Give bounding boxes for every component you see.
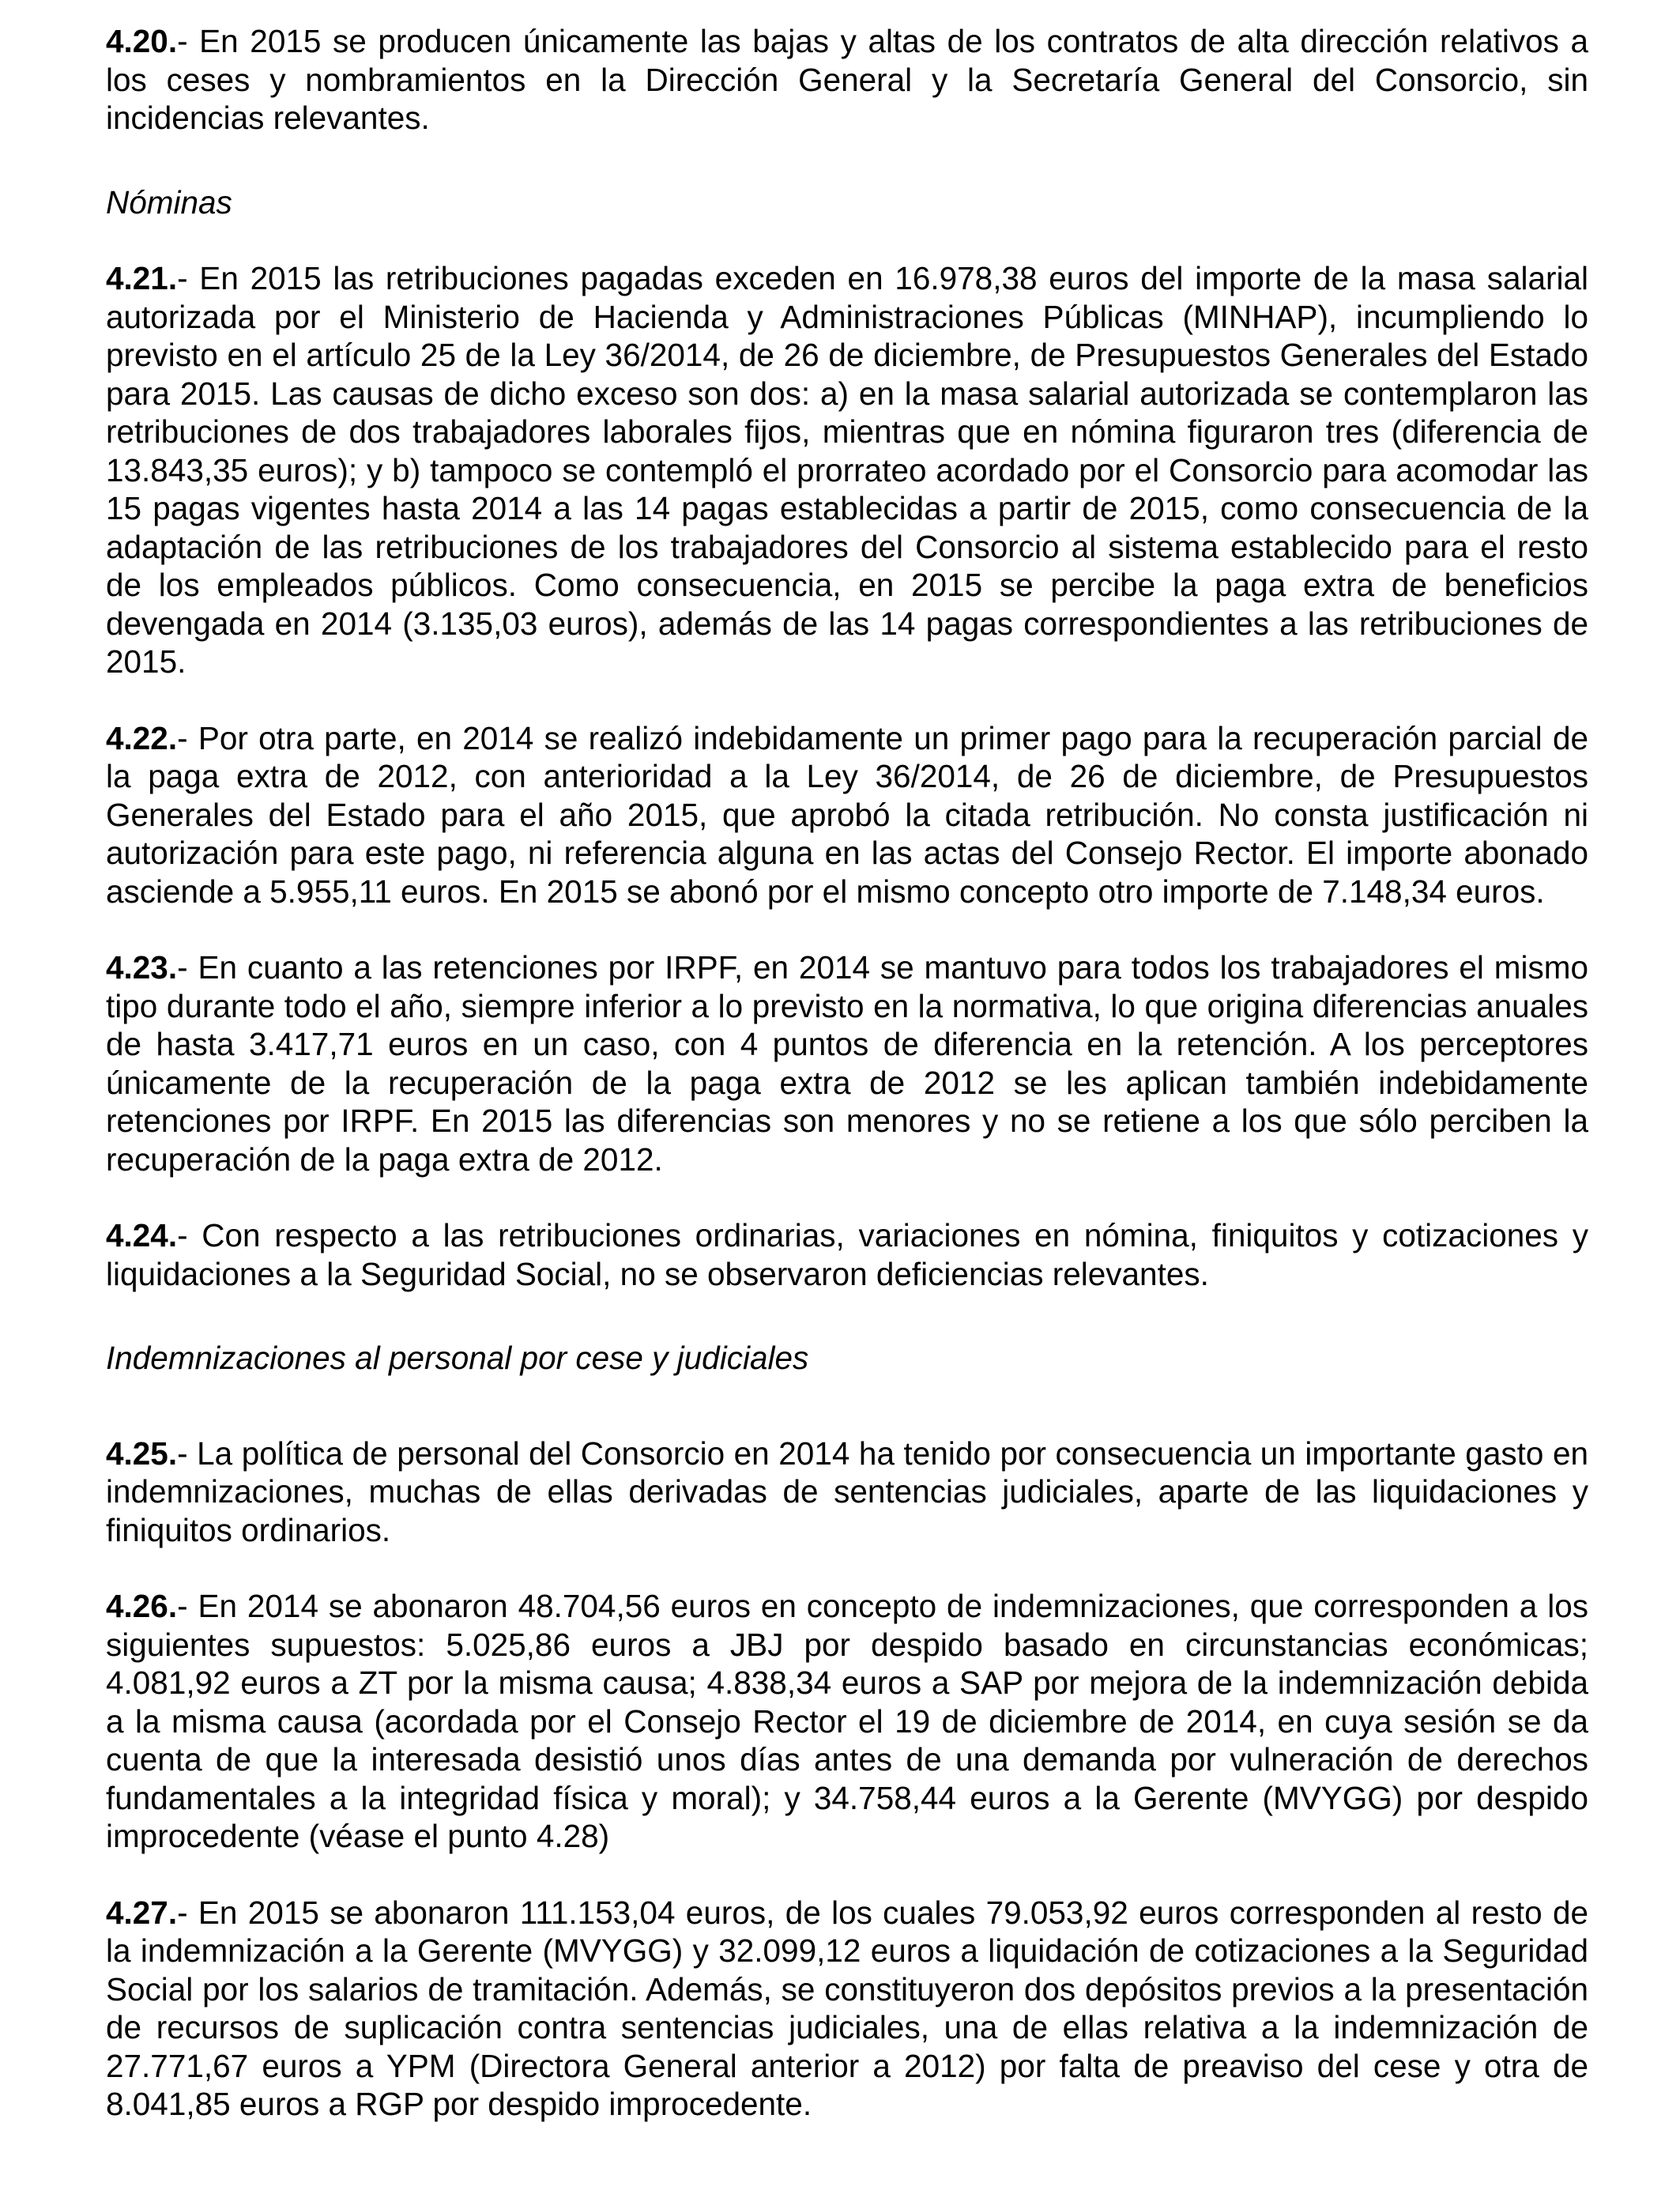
paragraph-text: - En 2015 se producen únicamente las bajas y altas de los contratos de alta dirección relativos a los ceses y nombramientos en la Dirección General y la Secretaría General del Consorcio, sin incidencias relevantes. [106,23,1588,136]
paragraph-4-20 [106,22,1588,138]
paragraph-text: - En cuanto a las retenciones por IRPF, en 2014 se mantuvo para todos los trabajadores el mismo tipo durante todo el año, siempre inferior a lo previsto en la normativa, lo que origina diferencias anuales de hasta 3.417,71 euros en un caso, con 4 puntos de diferencia en la retención. A los perceptores únicamente de la recuperación de la paga extra de 2012 se les aplican también indebidamente retenciones por IRPF. En 2015 las diferencias son menores y no se retiene a los que sólo perciben la recuperación de la paga extra de 2012. [106,949,1588,1178]
paragraph-4-27 [106,1894,1588,2124]
paragraph-number: 4.26. [106,1588,178,1624]
paragraph-text: - En 2014 se abonaron 48.704,56 euros en concepto de indemnizaciones, que corresponden a los siguientes supuestos: 5.025,86 euros a JBJ por despido basado en circunstancias económicas; 4.081,92 euros a ZT por la misma causa; 4.838,34 euros a SAP por mejora de la indemnización debida a la misma causa (acordada por el Consejo Rector el 19 de diciembre de 2014, en cuya sesión se da cuenta de que la interesada desistió unos días antes de una demanda por vulneración de derechos fundamentales a la integridad física y moral); y 34.758,44 euros a la Gerente (MVYGG) por despido improcedente (véase el punto 4.28) [106,1588,1588,1854]
paragraph-4-21 [106,259,1588,681]
paragraph-4-24 [106,1216,1588,1293]
paragraph-number: 4.27. [106,1894,178,1931]
paragraph-4-25 [106,1434,1588,1550]
paragraph-number: 4.23. [106,949,178,986]
paragraph-4-26 [106,1587,1588,1856]
paragraph-number: 4.20. [106,23,178,59]
paragraph-number: 4.24. [106,1217,178,1253]
section-heading-indemnizaciones: Indemnizaciones al personal por cese y judiciales [106,1340,809,1376]
document-page [106,22,1588,2124]
paragraph-number: 4.25. [106,1434,178,1472]
section-heading-nominas: Nóminas [106,183,232,221]
paragraph-text: - En 2015 se abonaron 111.153,04 euros, de los cuales 79.053,92 euros corresponden al resto de la indemnización a la Gerente (MVYGG) y 32.099,12 euros a liquidación de cotizaciones a la Seguridad Social por los salarios de tramitación. Además, se constituyeron dos depósitos previos a la presentación de recursos de suplicación contra sentencias judiciales, una de ellas relativa a la indemnización de 27.771,67 euros a YPM (Directora General anterior a 2012) por falta de preaviso del cese y otra de 8.041,85 euros a RGP por despido improcedente. [106,1894,1588,2122]
paragraph-text: - En 2015 las retribuciones pagadas exceden en 16.978,38 euros del importe de la masa salarial autorizada por el Ministerio de Hacienda y Administraciones Públicas (MINHAP), incumpliendo lo previsto en el artículo 25 de la Ley 36/2014, de 26 de diciembre, de Presupuestos Generales del Estado para 2015. Las causas de dicho exceso son dos: a) en la masa salarial autorizada se contemplaron las retribuciones de dos trabajadores laborales fijos, mientras que en nómina figuraron tres (diferencia de 13.843,35 euros); y b) tampoco se contempló el prorrateo acordado por el Consorcio para acomodar las 15 pagas vigentes hasta 2014 a las 14 pagas establecidas a partir de 2015, como consecuencia de la adaptación de las retribuciones de los trabajadores del Consorcio al sistema establecido para el resto de los empleados públicos. Como consecuencia, en 2015 se percibe la paga extra de beneficios devengada en 2014 (3.135,03 euros), además de las 14 pagas correspondientes a las retribuciones de 2015. [106,260,1588,680]
paragraph-text: - Con respecto a las retribuciones ordinarias, variaciones en nómina, finiquitos y cotizaciones y liquidaciones a la Seguridad Social, no se observaron deficiencias relevantes. [106,1217,1588,1292]
paragraph-text: - La política de personal del Consorcio en 2014 ha tenido por consecuencia un importante gasto en indemnizaciones, muchas de ellas derivadas de sentencias judiciales, aparte de las liquidaciones y finiquitos ordinarios. [106,1434,1588,1548]
paragraph-text: - Por otra parte, en 2014 se realizó indebidamente un primer pago para la recuperación parcial de la paga extra de 2012, con anterioridad a la Ley 36/2014, de 26 de diciembre, de Presupuestos Generales del Estado para el año 2015, que aprobó la citada retribución. No consta justificación ni autorización para este pago, ni referencia alguna en las actas del Consejo Rector. El importe abonado asciende a 5.955,11 euros. En 2015 se abonó por el mismo concepto otro importe de 7.148,34 euros. [106,719,1588,910]
paragraph-number: 4.22. [106,719,178,756]
paragraph-4-22 [106,719,1588,911]
paragraph-number: 4.21. [106,260,178,296]
paragraph-4-23 [106,948,1588,1178]
